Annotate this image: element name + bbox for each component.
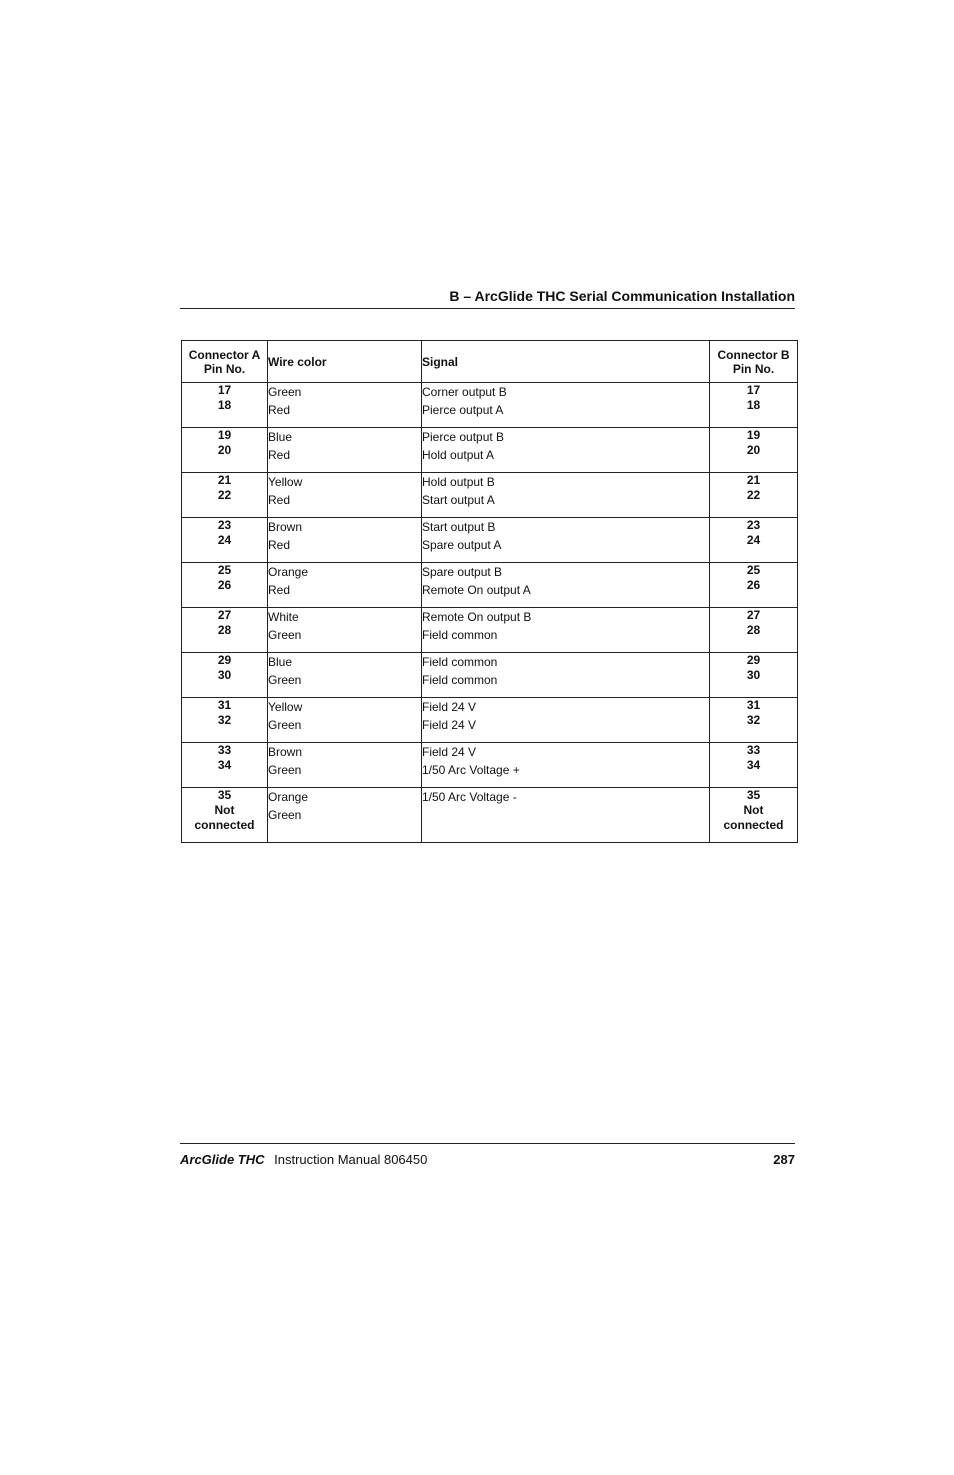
table-row <box>182 428 798 473</box>
wire-colors <box>268 653 422 698</box>
pin-value: 27 <box>217 608 232 622</box>
wire-color: Yellow <box>268 700 303 714</box>
signal-name: Field 24 V <box>422 700 477 714</box>
table-row <box>182 608 798 653</box>
wire-colors <box>268 563 422 608</box>
wire-colors <box>268 473 422 518</box>
signals <box>422 608 710 653</box>
page-header-title: B – ArcGlide THC Serial Communication Installation <box>449 288 795 304</box>
pin-value: 24 <box>217 533 232 547</box>
pin-value: 27 <box>746 608 761 622</box>
connector-b-pins <box>710 653 798 698</box>
wire-colors <box>268 743 422 788</box>
wire-colors <box>268 608 422 653</box>
wire-color: Red <box>268 448 291 462</box>
pin-assignment-table <box>181 340 798 843</box>
pin-value: Not <box>214 803 235 817</box>
wire-colors <box>268 788 422 843</box>
connector-b-pins <box>710 473 798 518</box>
pin-value: 28 <box>746 623 761 637</box>
signal-name: Field common <box>422 673 498 687</box>
signal-name: Corner output B <box>422 385 507 399</box>
connector-b-pins <box>710 608 798 653</box>
connector-a-pins <box>182 563 268 608</box>
signals <box>422 788 710 843</box>
signals <box>422 518 710 563</box>
header-connector-a-line2: Pin No. <box>203 361 246 376</box>
signal-name: Start output B <box>422 520 496 534</box>
signals <box>422 653 710 698</box>
connector-b-pins <box>710 428 798 473</box>
wire-color: Red <box>268 493 291 507</box>
wire-color: Green <box>268 628 302 642</box>
pin-value: 25 <box>746 563 761 577</box>
header-signal: Signal <box>422 341 710 383</box>
wire-color: Orange <box>268 790 309 804</box>
signal-name: Hold output B <box>422 475 495 489</box>
pin-value: Not <box>743 803 764 817</box>
connector-b-pins <box>710 518 798 563</box>
wire-color: Red <box>268 583 291 597</box>
signals <box>422 563 710 608</box>
pin-value: 32 <box>217 713 232 727</box>
signals <box>422 383 710 428</box>
pin-value: 23 <box>217 518 232 532</box>
pin-value: 20 <box>746 443 761 457</box>
table-row <box>182 563 798 608</box>
pin-value: 24 <box>746 533 761 547</box>
header-wire-color: Wire color <box>268 341 422 383</box>
footer-divider <box>180 1143 795 1144</box>
wire-color: Blue <box>268 430 293 444</box>
pin-value: 23 <box>746 518 761 532</box>
signal-name: Field 24 V <box>422 745 477 759</box>
connector-a-pins <box>182 608 268 653</box>
wire-colors <box>268 428 422 473</box>
footer-brand: ArcGlide THC <box>180 1152 265 1167</box>
signal-name: Start output A <box>422 493 495 507</box>
page-footer <box>180 1152 795 1167</box>
pin-value: 32 <box>746 713 761 727</box>
wire-color: Yellow <box>268 475 303 489</box>
pin-value: 33 <box>746 743 761 757</box>
pin-value: 31 <box>217 698 232 712</box>
header-connector-a-line1: Connector A <box>188 347 261 362</box>
wire-color: Red <box>268 403 291 417</box>
footer-manual: Instruction Manual 806450 <box>274 1152 428 1167</box>
header-connector-b <box>710 341 798 383</box>
pin-value: 34 <box>217 758 232 772</box>
pin-value: 19 <box>746 428 761 442</box>
pin-value: 17 <box>746 383 761 397</box>
wire-color: Green <box>268 763 302 777</box>
wire-color: White <box>268 610 299 624</box>
pin-value: 33 <box>217 743 232 757</box>
pin-value: 28 <box>217 623 232 637</box>
wire-colors <box>268 698 422 743</box>
pin-value: 18 <box>217 398 232 412</box>
pin-value: 35 <box>217 788 232 802</box>
signal-name: 1/50 Arc Voltage - <box>422 790 517 804</box>
wire-color: Orange <box>268 565 309 579</box>
pin-value: 35 <box>746 788 761 802</box>
signal-name: Hold output A <box>422 448 495 462</box>
signals <box>422 698 710 743</box>
table-row <box>182 698 798 743</box>
signal-name: Field 24 V <box>422 718 477 732</box>
connector-a-pins <box>182 473 268 518</box>
wire-color: Green <box>268 385 302 399</box>
connector-b-pins <box>710 383 798 428</box>
pin-value: connected <box>723 818 784 832</box>
pin-value: 34 <box>746 758 761 772</box>
signal-name: Pierce output B <box>422 430 505 444</box>
table-row <box>182 518 798 563</box>
table-header-row <box>182 341 798 383</box>
pin-value: 22 <box>217 488 232 502</box>
pin-value: connected <box>194 818 255 832</box>
signal-name: Spare output A <box>422 538 502 552</box>
header-connector-a <box>182 341 268 383</box>
connector-b-pins <box>710 698 798 743</box>
pin-value: 31 <box>746 698 761 712</box>
table-row <box>182 383 798 428</box>
page-number: 287 <box>773 1152 795 1167</box>
table-row <box>182 653 798 698</box>
header-connector-b-line1: Connector B <box>717 347 790 362</box>
connector-b-pins <box>710 563 798 608</box>
connector-a-pins <box>182 788 268 843</box>
connector-a-pins <box>182 653 268 698</box>
pin-value: 30 <box>746 668 761 682</box>
wire-color: Blue <box>268 655 293 669</box>
pin-value: 29 <box>217 653 232 667</box>
wire-color: Green <box>268 808 302 822</box>
connector-a-pins <box>182 743 268 788</box>
pin-value: 26 <box>746 578 761 592</box>
connector-a-pins <box>182 518 268 563</box>
wire-color: Green <box>268 718 302 732</box>
pin-value: 26 <box>217 578 232 592</box>
signal-name: Spare output B <box>422 565 503 579</box>
signal-name: Remote On output A <box>422 583 531 597</box>
wire-color: Brown <box>268 520 303 534</box>
signals <box>422 743 710 788</box>
pin-value: 30 <box>217 668 232 682</box>
pin-value: 20 <box>217 443 232 457</box>
pin-value: 19 <box>217 428 232 442</box>
wire-color: Brown <box>268 745 303 759</box>
signal-name: 1/50 Arc Voltage + <box>422 763 520 777</box>
pin-value: 22 <box>746 488 761 502</box>
signals <box>422 428 710 473</box>
signal-name: Remote On output B <box>422 610 532 624</box>
wire-color: Green <box>268 673 302 687</box>
table-row <box>182 788 798 843</box>
table-row <box>182 743 798 788</box>
pin-value: 25 <box>217 563 232 577</box>
signal-name: Field common <box>422 655 498 669</box>
connector-b-pins <box>710 743 798 788</box>
header-connector-b-line2: Pin No. <box>732 361 775 376</box>
pin-value: 17 <box>217 383 232 397</box>
table-row <box>182 473 798 518</box>
signal-name: Field common <box>422 628 498 642</box>
connector-a-pins <box>182 698 268 743</box>
pin-value: 18 <box>746 398 761 412</box>
wire-colors <box>268 518 422 563</box>
signals <box>422 473 710 518</box>
connector-a-pins <box>182 383 268 428</box>
pin-value: 21 <box>746 473 761 487</box>
wire-colors <box>268 383 422 428</box>
connector-b-pins <box>710 788 798 843</box>
pin-value: 21 <box>217 473 232 487</box>
header-divider <box>180 308 795 309</box>
pin-value: 29 <box>746 653 761 667</box>
signal-name: Pierce output A <box>422 403 504 417</box>
connector-a-pins <box>182 428 268 473</box>
wire-color: Red <box>268 538 291 552</box>
